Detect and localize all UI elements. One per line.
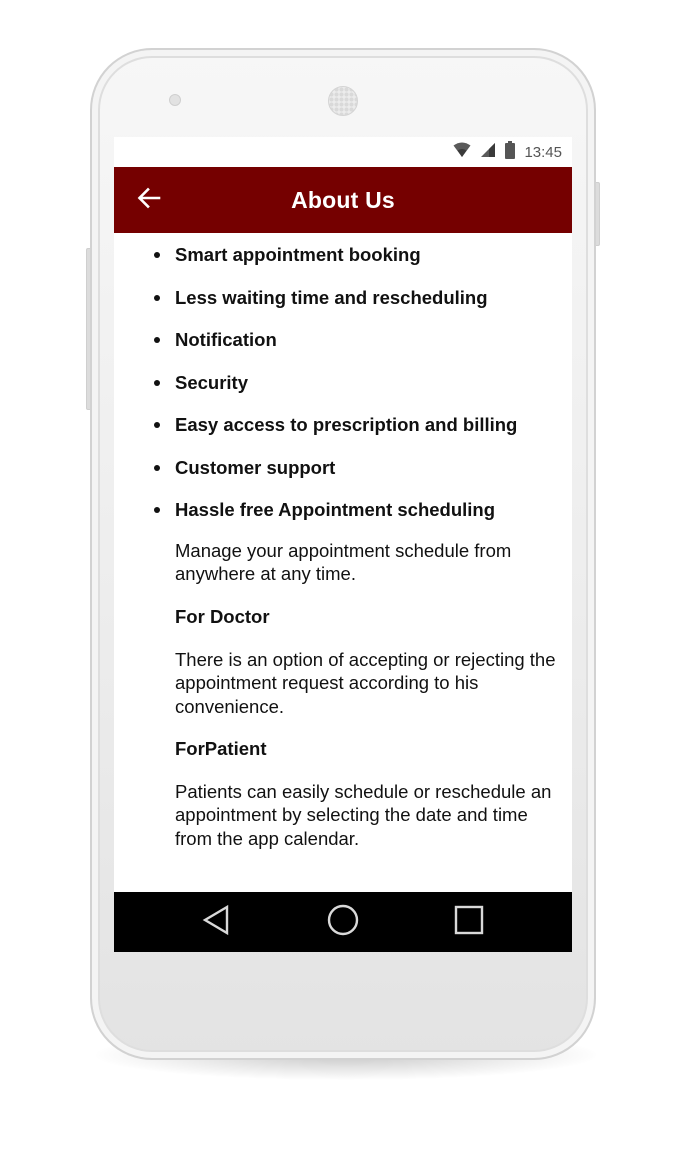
feature-text: Smart appointment booking — [175, 244, 421, 265]
feature-text: Easy access to prescription and billing — [175, 414, 518, 435]
system-nav-bar — [114, 892, 572, 952]
feature-item — [114, 499, 572, 542]
bullet-dot — [154, 507, 160, 513]
status-time: 13:45 — [524, 143, 562, 161]
bullet-dot — [154, 252, 160, 258]
nav-home-button[interactable] — [323, 904, 363, 940]
feature-item — [114, 244, 572, 287]
feature-text: Security — [175, 371, 249, 393]
intro-paragraph: Manage your appointment schedule from anywhere at any time. — [175, 540, 512, 585]
feature-list — [114, 244, 572, 542]
page-title: About Us — [291, 186, 395, 213]
proximity-sensor — [169, 94, 181, 106]
feature-text: Hassle free Appointment scheduling — [175, 499, 496, 520]
nav-recents-button[interactable] — [449, 904, 489, 940]
feature-item — [114, 414, 572, 457]
feature-item — [114, 329, 572, 372]
home-circle-icon — [327, 904, 359, 941]
doctor-paragraph: There is an option of accepting or rejecting the appointment request according to his convenience. — [175, 649, 556, 717]
feature-text: Customer support — [175, 456, 336, 478]
feature-item — [114, 372, 572, 415]
bullet-dot — [154, 422, 160, 428]
bullet-dot — [154, 465, 160, 471]
app-bar — [114, 167, 572, 233]
battery-icon — [505, 141, 515, 164]
feature-text: Less waiting time and rescheduling — [175, 286, 488, 308]
status-bar — [114, 137, 572, 167]
bullet-dot — [154, 380, 160, 386]
patient-heading: ForPatient — [175, 738, 267, 759]
feature-item — [114, 457, 572, 500]
patient-paragraph: Patients can easily schedule or reschedule an appointment by selecting the date and time from the app calendar. — [175, 781, 552, 849]
doctor-heading: For Doctor — [175, 606, 270, 627]
feature-text: Notification — [175, 329, 277, 350]
wifi-icon — [453, 142, 471, 163]
status-icons — [453, 142, 562, 162]
cellular-signal-icon — [480, 142, 496, 163]
recents-square-icon — [454, 905, 484, 940]
bullet-dot — [154, 295, 160, 301]
back-triangle-icon — [201, 904, 231, 941]
bullet-dot — [154, 337, 160, 343]
device-screen — [114, 137, 572, 952]
earpiece-speaker — [328, 86, 358, 116]
nav-back-button[interactable] — [196, 904, 236, 940]
feature-item — [114, 287, 572, 330]
about-content — [114, 233, 572, 862]
